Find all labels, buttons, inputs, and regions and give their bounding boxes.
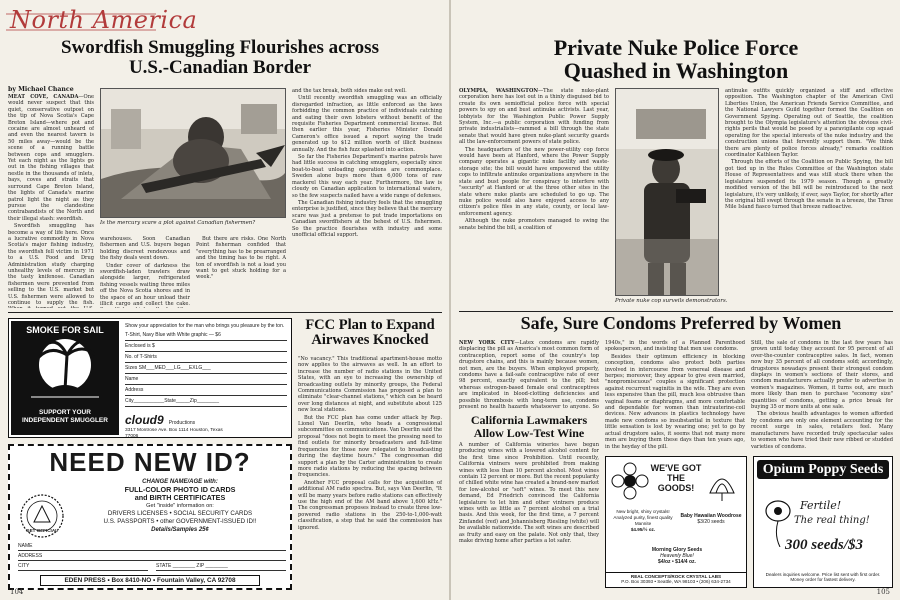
article-paragraph: Swordfish smuggling has become a way of life here. Once a lucrative commodity in Nova Scotia's major fishing industry, the swordfish fell victim in 1971 to a U.S. Food and Drug Administration study charging unhealthy levels of mercury in the tasty knifenose. Canadian fishermen were prevented from selling to the U.S. market but U.S. fishermen were allowed to continue to supply the fish. [8,223,94,306]
swordfish-column-4 [292,88,442,308]
section-masthead [6,4,198,36]
goods-ad-title: WE'VE GOT THE GOODS! [650,463,702,493]
condoms-dateline: NEW YORK CITY [459,340,515,346]
section-title: North America [10,6,198,34]
id-ad-line-4: Get "inside" information on: [146,503,214,509]
section-divider [459,311,893,312]
smoke-ad-form [125,323,287,438]
goods-address: P.O. Box 30393 • Seattle, WA 98103 • (206) 634-2734 [621,579,731,585]
page-number-left: 104 [10,588,24,596]
id-state-zip-field[interactable]: STATE ________ ZIP ________ [156,562,286,571]
opium-real: The real thing! [794,515,870,526]
id-ad-line-3: and BIRTH CERTIFICATES [134,493,226,502]
id-ad-title: NEED NEW ID? [49,447,251,477]
opium-footer: Dealers inquiries welcome. Price list sent with first order. Money order for fastest delivery. [765,571,881,583]
id-ad-footer: EDEN PRESS • Box 8410-NO • Fountain Valley, CA 92708 [40,575,260,586]
page-number-right: 105 [876,588,890,596]
nuke-cop-photo-image [616,89,719,296]
condoms-column-3 [751,340,893,452]
tshirt-quantity-field[interactable]: No. of T-Shirts [125,353,287,363]
article-paragraph: "No vacancy." This traditional apartment-house motto now applies to the airwaves as well. In an effort to increase the number of radio stations in the United States, with an eye to increasing the ownership of broadcasting outlets by minority groups, the Federal Communications Commission has proposed a plan to eliminate "clear-channel stations," which can be heard over long distances at night, and substitute about 125 new local stations. [298,356,442,414]
smoke-ad-intro: Show your appreciation for the man who brings you pleasure by the ton. [125,323,285,329]
swordfish-column-1: MEAT COVE, CANADA—One would never suspect that this quiet, conservative outpost on the tip of Nova Scotia's Cape Breton Island—where pot and cocaine are almost unheard of and even the nearest tavern is 50 miles away—would be the scene of a running battle between cops and smugglers. Yet each night as the lights go out in the fishing villages that nestle in the thousands of inlets, bays, coves and straits that surround Cape Breton Island, the lights of Canada's marine patrol light the night as they pursue the clandestine contrabandists of the North and their illegal stash: swordfish. Swordfish smuggling has become a way of life here. Once a lucrative commodity in Nova Scotia's major fishing industry, the swordfish fell victim in 1971 to a U.S. Food and Drug Administration study charging unhealthy levels of mercury in the tasty knifenose. Canadian fishermen were prevented from selling to the U.S. market but U.S. fishermen were allowed to continue to supply the fish. [8,94,94,308]
nuke-police-headline: Private Nuke Police Force Quashed in Washington [553,35,799,84]
id-ad-seal [18,492,66,540]
nuke-photo-caption: Private nuke cop surveils demonstrators. [615,298,728,304]
opium-ad-title: Opium Poppy Seeds [757,460,889,479]
article-paragraph: But the FCC plan has come under attack by Rep. Lionel Van Deerlin, who heads a congressional subcommittee on communications. Van Deerlin said the proposal "does not begin to meet the pressing need to find outlets for minority broadcasters and full-time frequencies for those now relegated to broadcasting during the daytime hours." The congressman did support a plan by the Carter administration to create more radio stations by reducing the spacing between frequencies. [298,414,442,479]
article-paragraph: 1940s," in the words of a Planned Parenthood spokesperson, and insisting that men use condoms. [605,340,745,353]
article-paragraph: The headquarters of the new power-utility cop force would have been at Hanford, where the Power Supply company operates a gigantic nuke facility and waste-storage site; the bill would have empowered the utility cops to infiltrate antinuke organizations anywhere in the state and bust people for conspiracy to interfere with "security" at Hanford or at the three other sites in the state where nuke plants are scheduled to go up. The nuke police would also have enjoyed access to any citizen's police files in any state, county, or local law-enforcement agency. [459,146,609,217]
goods-product-2 [610,509,676,533]
right-page [451,0,900,600]
morning-glory-price: $4/oz • $14/4 oz. [658,559,696,565]
cloud9-brand [125,409,287,428]
fisherman-photo-image [101,89,286,218]
smoke-ad-title: SMOKE FOR SAIL [26,325,104,335]
section-divider [8,312,442,313]
woodrose-price: $3/20 seeds [697,519,725,525]
need-new-id-ad [8,444,292,590]
swordfish-column-3 [196,236,286,308]
article-paragraph: warehouses. Soon Canadian fishermen and U.S. buyers began holding discreet rendezvous and the fishy deals went down. [100,236,190,262]
id-ad-line-2: FULL-COLOR PHOTO ID CARDS [124,485,236,494]
tshirt-size-field[interactable]: Sizes SM___MED___LG___EXLG___ [125,364,287,374]
article-paragraph: The Canadian fishing industry feels that the smuggling enterprise is justified, since they believe that the mercury scare was just a pretense to put trade importations on Canadian swordfishers at the behest of U.S. fishermen. So the practice flourishes with industry and some unofficial official support. [292,199,442,238]
article-paragraph: Besides their optimum efficiency in blocking conception, condoms also protect both parties involved in intercourse from venereal disease and herpes; moreover, they appear to give even married, "nonpromiscuous" couples a significant protection against recurrent vaginitis in the wife. They are even less expensive than the pill, much less obtrusive than vaginal foams or diaphragms, and more comfortable and dependable for women than intrauterine-coil devices. New advances in plastics technology have made new condoms so insubstantial in texture that little sensation is lost by wearing one; yet to go by actual drugstore sales, it seems that not many more men are buying them these days than ten years ago, in the heyday of the pill. [605,353,745,450]
cloud9-address: 3317 Montrose Ave. Box 1114 Houston, Texas 77006 [125,428,223,438]
fcc-column [298,356,442,588]
article-paragraph: The obvious health advantages to women afforded by condoms are only one element accounting for the recent surge in sales, retailers feel. Many manufacturers have recorded truly spectacular sales to women who have tried their new ribbed or studded varieties of condoms. [751,411,893,450]
mannite-label: New bright, shiny crystals! Analyzed purity, finest quality Mannite [613,509,673,526]
swordfish-column-2 [100,236,190,308]
id-ad-line-1: CHANGE NAME/AGE with: [142,479,218,485]
cloud9-suffix: Productions [168,420,196,426]
nuke-cop-photo [615,88,719,296]
fisherman-photo [100,88,286,218]
fcc-headline: FCC Plan to Expand Airwaves Knocked [305,317,435,349]
palm-tree-icon [11,335,119,405]
wine-column [459,442,599,588]
flower-icon [610,461,650,501]
woodrose-icon [702,461,742,501]
smoke-ad-tagline: SUPPORT YOUR INDEPENDENT SMUGGLER [22,409,108,424]
article-paragraph: Although the nuke promoters managed to swing the senate behind the bill, a coalition of [459,218,609,231]
id-city-row [18,562,286,572]
article-paragraph: Latex condoms are rapidly displacing the pill as America's most common form of contraception, report some of the country's top drugstore chains, and this is mainly because women, not men, are the buyers. When employed properly, condoms have a fail-safe contraceptive rate of over 98 percent, exactly equivalent to the pill; but whereas estrogen-based female oral contraceptives are implicated in blood-clotting deficiencies and possible thrombosis with long-term use, condoms present no health hazards whatsoever to anyone. So [459,340,599,410]
id-name-field[interactable]: NAME [18,542,286,551]
seal-label: GET OFFICIAL [26,528,58,533]
article-paragraph: Another FCC proposal calls for the acquisition of additional AM radio spectra. But, says Van Deerlin, "It will be many years before radio stations can effectively use the high end of the AM band above 1,600 kHz." The congressman proposes instead to create three low-powered radio stations in the 250-to-1,000-watt classification, a step that he said the commission has ignored. [298,479,442,531]
goods-ad [605,456,747,588]
article-paragraph: Through the efforts of the Coalition on Public Spying, the bill got tied up in the Rules Committee of the Washington state House of Representatives and was still stuck there when the legislature suspended its 1979 season. Though a greatly modified version of the bill will be reintroduced to the next legislature, it's very unlikely, if ever, says Taylor, for shortly after the original bill swept through the senate in a breeze, the Three Mile Island fiasco turned that breeze radioactive. [725,159,893,211]
nuke-dateline: OLYMPIA, WASHINGTON [459,88,539,94]
id-ad-line-7: Details/Samples 25¢ [151,527,209,533]
id-ad-copy [70,478,290,534]
cloud9-logo: cloud9 [125,413,164,427]
condoms-headline: Safe, Sure Condoms Preferred by Women [520,313,842,333]
name-field[interactable]: Name [125,375,287,385]
article-paragraph: antinuke outfits quickly organized a stiff and effective opposition. The Washington chapter of the American Civil Liberties Union, the American Friends Service Committee, and the National Lawyers Guild together formed the Coalition on Government Spying. Operating out of Seattle, the coalition brought to the Olympia legislature's attention the obvious civil-rights perils that would be posed by a paravigilante cop squad operating for the special interests of the nuke industry and the construction unions that fervently support them. "We think there are plenty of police forces already," remarks coalition coordinator Kathleen Taylor. [725,88,893,159]
byline: by Michael Chance [8,86,74,93]
smoke-ad-art [11,321,119,435]
id-ad-line-6: U.S. PASSPORTS • other GOVERNMENT-ISSUED ID!! [103,518,257,525]
article-paragraph: One would never suspect that this quiet, conservative outpost on the tip of Nova Scotia's Cape Breton Island—where pot and cocaine are almost unheard of and even the nearest tavern is 50 miles away—would be the scene of a running battle between cops and smugglers. Yet each night as the lights go out in the fishing villages that nestle in the thousands of inlets, bays, coves and straits that surround Cape Breton Island, the lights of Canada's marine patrol light the night as they pursue the clandestine contrabandists of the North and their illegal stash: swordfish. [8,94,94,222]
opium-poppy-ad [753,456,893,588]
morning-glory-note: Heavenly Blue! [660,553,694,559]
id-ad-form [18,542,286,572]
id-address-field[interactable]: ADDRESS [18,552,286,561]
id-city-field[interactable]: CITY [18,562,148,571]
goods-product-1 [678,513,744,525]
woodrose-label: Baby Hawaiian Woodrose [680,513,742,519]
enclosed-amount-field[interactable]: Enclosed is $ [125,342,287,352]
address-field[interactable]: Address [125,386,287,396]
article-paragraph: The state nuke-plant corporation here has lost out in a thinly disguised bid to create its own semiofficial police force with special powers to spy on and bust antinuke activists. Last year, lobbyists for the Washington Public Power Supply System, Inc.—a public corporation with funding from private industrialists—rammed a bill through the state senate that would have given nuke-plant security guards all the law-enforcement powers of state police. [459,88,609,146]
left-page [0,0,449,600]
swordfish-photo-caption: Is the mercury scare a plot against Canadian fishermen? [100,220,256,226]
tshirt-option-field[interactable]: T-Shirt, Navy Blue with White graphic — $6 [125,331,287,341]
article-paragraph: and the tax break, both sides make out well. [292,88,407,94]
article-paragraph: So far the Fisheries Department's marine patrols have had little success in catching smugglers, especially since boat-to-boat unloading operations are commonplace. Sweden alone buys more than 6,000 tons of raw mackerel this way each year. Furthermore, the law is cloudy on Canadian application to international waters, so the few suspects nailed have a wide range of defenses. [292,154,442,199]
wine-headline: California Lawmakers Allow Low-Test Wine [470,413,588,440]
mannite-price: $4.95/½ oz. [630,527,656,532]
opium-fertile: Fertile! [800,499,842,512]
nuke-column-2 [725,88,893,310]
condoms-column-1: NEW YORK CITY—Latex condoms are rapidly displacing the pill as America's most common form of contraception, report some of the country's top drugstore chains, and this is mainly because women, not men, are the buyers. When employed properly, condoms have a fail-safe contraceptive rate of over 98 percent, exactly equivalent to the pill; but whereas estrogen-based female oral contraceptives are implicated in blood-clotting deficiencies and possible thrombosis with long-term use, condoms present no health hazards whatsoever to anyone. So [459,340,599,410]
article-paragraph: Still, the sale of condoms in the last few years has grown until today they account for 95 percent of all over-the-counter contraceptive sales. In fact, women now buy 35 percent of all condoms sold; accordingly, drugstores nowadays present their strongest condom displays in women's sections of their stores, and condom manufacturers actually prefer to advertise in women's magazines. Women, it turns out, are much more likely than men to purchase "economy size" quantities of condoms, getting a price break for buying 35 or more units at one sale. [751,340,893,411]
swordfish-headline: Swordfish Smuggling Flourishes across U.S.-Canadian Border [61,37,379,78]
smoke-for-sail-ad [8,318,292,438]
morning-glory-label: Morning Glory Seeds [651,547,703,553]
id-ad-line-5: DRIVERS LICENSES • SOCIAL SECURITY CARDS [107,510,253,517]
article-paragraph: But there are risks. One North Point fisherman confided that "everything has to be prearranged and the timing has to be right. A ton of swordfish is not a load you want to get stuck holding for a week." [196,236,286,281]
goods-product-3 [610,547,744,565]
city-state-zip-field[interactable]: City___________State_____Zip________ [125,397,287,407]
nuke-column-1: OLYMPIA, WASHINGTON—The state nuke-plant corporation here has lost out in a thinly disguised bid to create its own semiofficial police force with special powers to spy on and bust antinuke activists. Last year, lobbyists for the Washington Public Power Supply System, Inc.—a public corporation with funding from private industrialists—rammed a bill through the state senate that would have given nuke-plant security guards all the law-enforcement powers of state police. The headquarters of the new power-utility cop force would have been at Hanford, where the Power Supply company operates a gigantic nuke facility and waste-storage site; the bill would have empowered the utility cops to infiltrate antinuke organizations anywhere in the state and bust people for conspiracy to interfere with "security" at Hanford or at the three other sites in the state where nuke plants are scheduled to go up. The nuke police would also have enjoyed access to any citizen's police files in any state, county, or local law-enforcement agency. Although the nuke promoters managed to swing the senate behind the bill, a coalition of [459,88,609,231]
article-paragraph: Under cover of darkness the swordfish-laden trawlers draw alongside larger, refrigerated fishing vessels waiting three miles off the Nova Scotia shores and in the space of an hour unload their illicit cargo and collect the cake. [100,262,190,308]
article-paragraph: A number of California wineries have begun producing wines with a lowered alcohol content for the first time since Prohibition. Until recently, California vintners were prohibited from making wines with less than 10 percent alcohol. Most wines contain 12 percent or more. But the recent popularity of chilled white wine has created a brand-new market for low-alcohol or "soft" wines. To meet this new demand, Ed Friedrich convinced the California legislature to let him and other vintners produce wines with as little as 7 percent alcohol on a trial basis. And this week, for the first time, a 7 percent Zinfandel (red) and Johannisberg Riesling (white) will be available nationwide. The soft wines are described as fruity and easy on the palate. Not only that, they make driving home after parties a lot safer. [459,442,599,545]
condoms-column-2 [605,340,745,452]
goods-ad-footer [606,572,746,585]
article-paragraph: Until recently swordfish smuggling was an officially disregarded infraction, as little enforced as the laws forbidding the common practice of individuals catching and eating their own lobsters without benefit of the requisite Fisheries Department commercial license. But then earlier this year, Fisheries Minister Donald Cameron's office issued a report saying the trade generated up to $12 million worth of illicit business annually. And the fish fuzz splashed into action. [292,95,442,153]
dateline: MEAT COVE, CANADA [8,94,79,100]
opium-price: 300 seeds/$3 [785,537,863,553]
goods-company: REAL CONCEPTS/ROCK CRYSTAL LABS [630,573,722,579]
